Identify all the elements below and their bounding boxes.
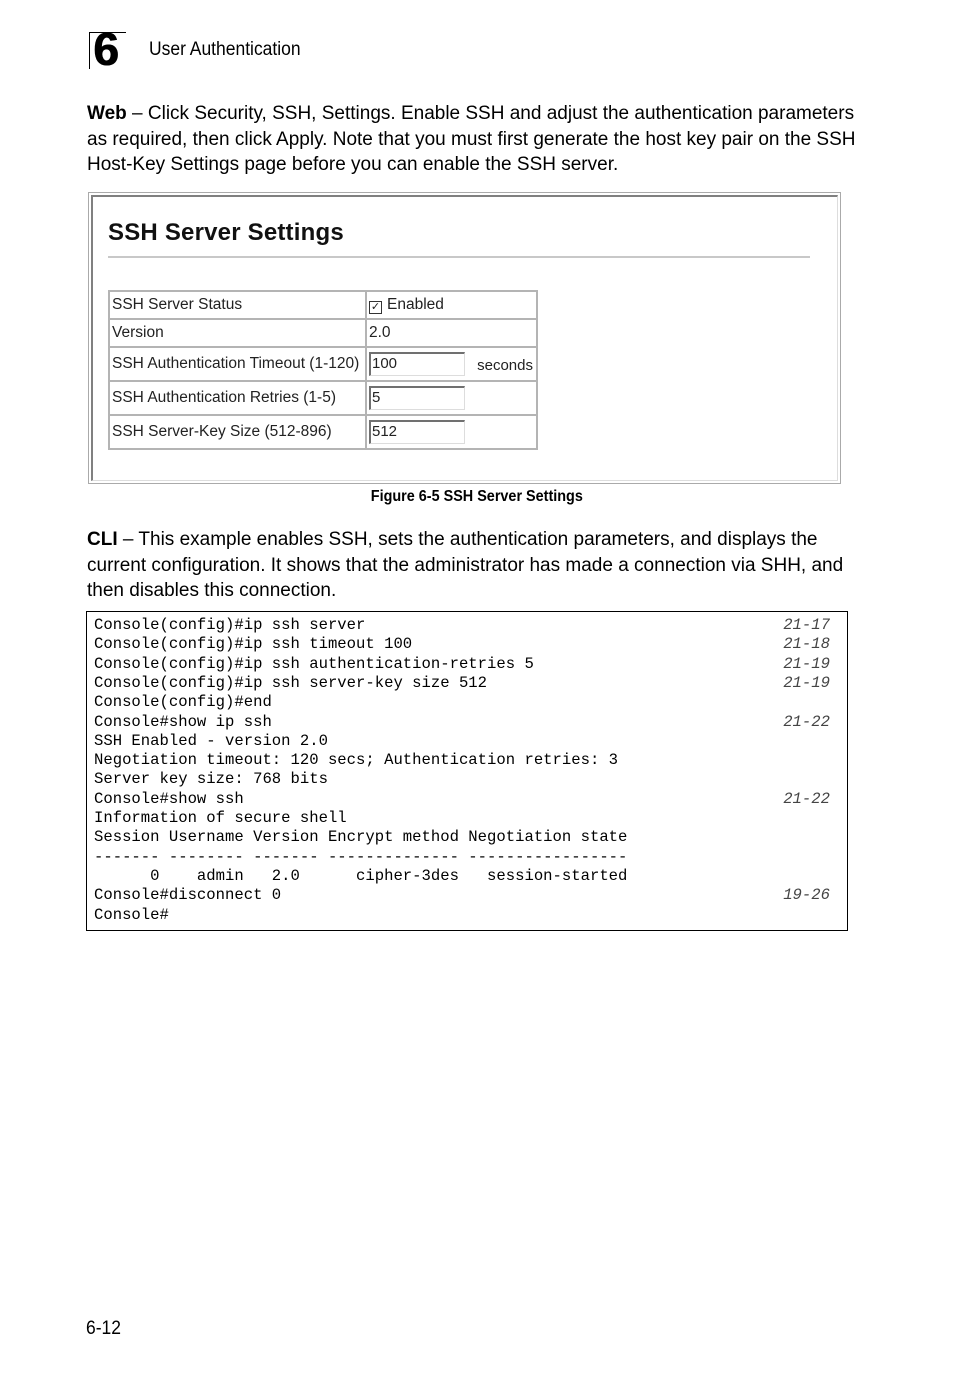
- code-cross-reference: 19-26: [783, 886, 830, 905]
- row-auth-retries: [109, 381, 537, 415]
- chapter-number: 6: [93, 23, 119, 75]
- figure-caption-text: Figure 6-5 SSH Server Settings: [370, 488, 584, 505]
- code-line: Console#disconnect 0: [94, 886, 282, 905]
- ssh-settings-screenshot: [88, 192, 841, 484]
- settings-table: [108, 290, 538, 450]
- server-key-size-cell: [366, 415, 537, 449]
- code-line: Negotiation timeout: 120 secs; Authentication retries: 3: [94, 751, 619, 770]
- web-text: – Click Security, SSH, Settings. Enable SSH and adjust the authentication parameters as required, then click Apply. Note that you must first generate the host key pair on the SSH Host-Key Settings page before you can enable the SSH server.: [87, 103, 856, 175]
- auth-timeout-cell: [366, 347, 537, 381]
- code-line: Console(config)#ip ssh authentication-retries 5: [94, 654, 534, 673]
- cli-lead: CLI: [87, 529, 118, 550]
- code-line: Console#show ip ssh: [94, 712, 272, 731]
- screenshot-title: SSH Server Settings: [108, 219, 344, 246]
- figure-caption: [0, 488, 954, 506]
- label-version: Version: [109, 319, 366, 347]
- code-cross-reference: 21-18: [783, 635, 830, 654]
- enabled-label: Enabled: [387, 296, 444, 313]
- code-cross-reference: 21-19: [783, 673, 830, 692]
- title-divider: [108, 256, 810, 258]
- label-auth-timeout: SSH Authentication Timeout (1-120): [109, 347, 366, 381]
- row-server-status: [109, 291, 537, 319]
- code-line: 0 admin 2.0 cipher-3des session-started: [94, 866, 628, 885]
- code-line: Information of secure shell: [94, 809, 347, 827]
- code-line: Server key size: 768 bits: [94, 770, 328, 789]
- web-lead: Web: [87, 103, 127, 124]
- auth-retries-cell: [366, 381, 537, 415]
- row-server-key-size: [109, 415, 537, 449]
- code-line: Console(config)#end: [94, 693, 272, 712]
- screenshot-frame: [91, 195, 838, 481]
- page-number: 6-12: [86, 1318, 121, 1339]
- code-line: Console#show ssh: [94, 789, 244, 808]
- code-line: Session Username Version Encrypt method Negotiation state: [94, 828, 628, 847]
- cli-text: – This example enables SSH, sets the authentication parameters, and displays the current configuration. It shows that the administrator has made a connection via SHH, and then disables this connection.: [87, 529, 844, 601]
- auth-retries-input[interactable]: 5: [369, 386, 465, 410]
- code-cross-reference: 21-19: [783, 654, 830, 673]
- code-line: Console(config)#ip ssh server: [94, 616, 366, 634]
- row-version: [109, 319, 537, 347]
- code-cross-reference: 21-17: [783, 616, 830, 634]
- label-auth-retries: SSH Authentication Retries (1-5): [109, 381, 366, 415]
- server-key-size-input[interactable]: 512: [369, 420, 465, 444]
- timeout-unit: seconds: [477, 357, 533, 374]
- label-server-status: SSH Server Status: [109, 291, 366, 319]
- server-status-cell: [366, 291, 537, 319]
- enabled-checkbox[interactable]: ✓: [370, 301, 381, 313]
- running-title: User Authentication: [149, 39, 301, 60]
- web-paragraph: [87, 101, 867, 178]
- chapter-marker: [89, 23, 127, 75]
- row-auth-timeout: [109, 347, 537, 381]
- auth-timeout-input[interactable]: 100: [369, 352, 465, 376]
- label-server-key-size: SSH Server-Key Size (512-896): [109, 415, 366, 449]
- version-value: 2.0: [366, 319, 537, 347]
- code-line: Console#: [94, 905, 169, 924]
- code-cross-reference: 21-22: [783, 712, 830, 731]
- code-line: SSH Enabled - version 2.0: [94, 731, 328, 750]
- code-line: ------- -------- ------- -------------- -----------------: [94, 847, 628, 866]
- code-cross-reference: 21-22: [783, 789, 830, 808]
- code-line: Console(config)#ip ssh timeout 100: [94, 635, 413, 654]
- cli-paragraph: [87, 527, 867, 604]
- code-line: Console(config)#ip ssh server-key size 512: [94, 673, 488, 692]
- cli-code-box: [86, 611, 848, 931]
